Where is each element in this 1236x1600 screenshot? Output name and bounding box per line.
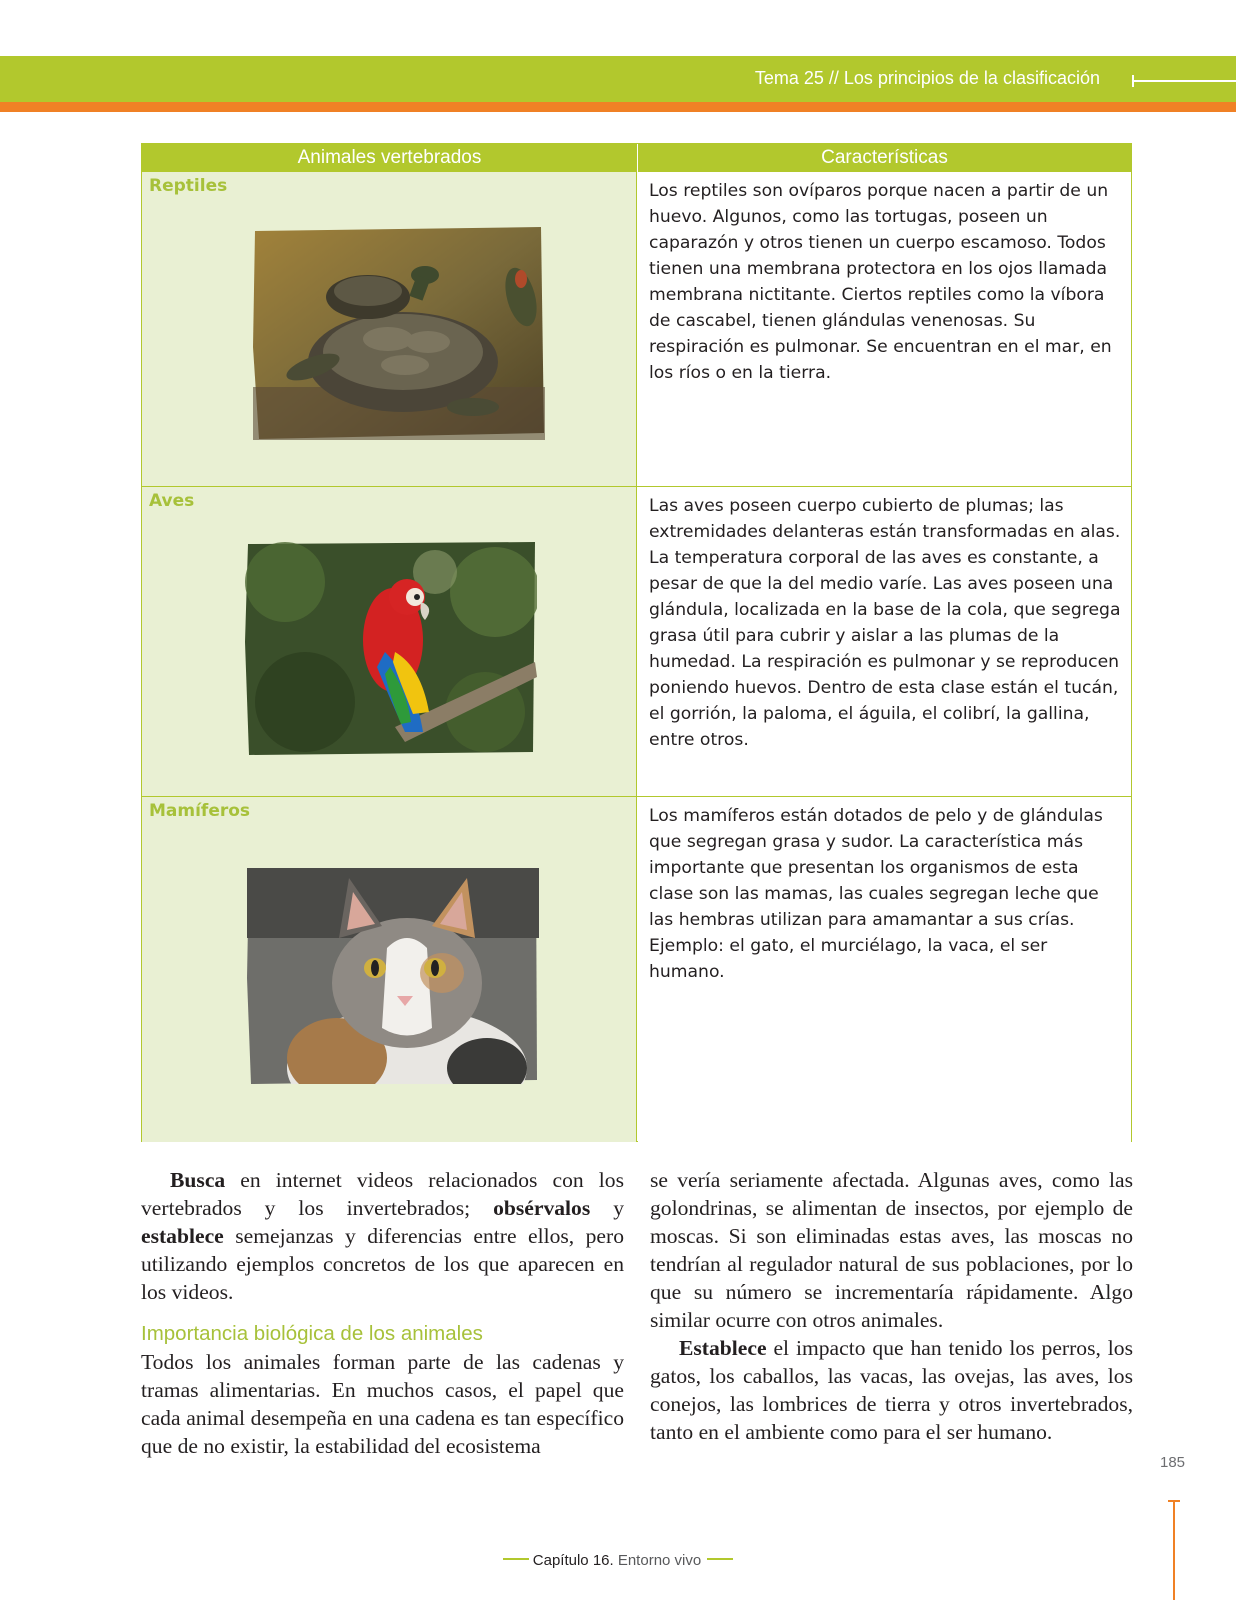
animal-cell [142,172,637,486]
footer-rule-right [707,1558,733,1560]
footer-rule-left [503,1558,529,1560]
cat-photo [247,868,539,1084]
table-row-aves [142,486,1131,796]
keyword: obsérvalos [493,1196,591,1220]
parrot-photo [245,542,537,755]
animal-cell [142,487,637,796]
section-title: Tema 25 // Los principios de la clasificación [754,68,1100,88]
table-header [142,144,1131,172]
subheading: Importancia biológica de los animales [141,1322,483,1345]
table-row-reptiles [142,172,1131,486]
chapter-label: Capítulo 16. [532,1552,614,1569]
body-paragraph: se vería seriamente afectada. Algunas aves, como las golondrinas, se alimentan de insectos, por ejemplo de moscas. Si son eliminadas estas aves, las moscas no tendrían al regulador natural de sus poblaciones, por lo que su número se incrementaría rápidamente. Algo similar ocurre con otros animales. [650,1168,1133,1332]
body-column-right [650,1166,1133,1446]
paragraph-text: en internet videos relacionados con los vertebrados y los invertebrados; [141,1168,624,1220]
reptiles-description: Los reptiles son ovíparos porque nacen a partir de un huevo. Algunos, como las tortugas, poseen un caparazón y otros tienen un cuerpo escamoso. Todos tienen una membrana protectora en los ojos llamada membrana nictitante. Ciertos reptiles como la víbora de cascabel, tienen glándulas venenosas. Su respiración es pulmonar. Se encuentran en el mar, en los ríos o en la tierra. [649,181,1112,383]
activity-paragraph [141,1166,624,1306]
class-label: Mamíferos [149,801,251,821]
header-accent-band [0,102,1236,112]
mamiferos-description: Los mamíferos están dotados de pelo y de glándulas que segregan grasa y sudor. La característica más importante que presentan los organismos de esta clase son las mamas, las cuales segregan leche que las hembras utilizan para amamantar a sus crías. Ejemplo: el gato, el murciélago, la vaca, el ser humano. [649,806,1103,982]
characteristics-cell [638,797,1131,1142]
keyword: Busca [170,1168,226,1192]
turtle-photo [253,227,545,440]
paragraph-text: el impacto que han tenido los perros, los gatos, los caballos, las vacas, las ovejas, las aves, los conejos, las lombrices de tierra y otros invertebrados, tanto en el ambiente como para el ser humano. [650,1336,1133,1444]
animal-cell [142,797,637,1142]
body-column-left [141,1166,624,1460]
activity-paragraph [650,1334,1133,1446]
characteristics-cell [638,487,1131,796]
keyword: Establece [679,1336,767,1360]
chapter-title: Entorno vivo [613,1552,702,1569]
class-label: Reptiles [149,176,228,196]
column-header-animals: Animales vertebrados [297,147,482,168]
paragraph-text: semejanzas y diferencias entre ellos, pero utilizando ejemplos concretos de los que aparecen en los videos. [141,1224,624,1304]
margin-rule [1173,1500,1175,1600]
body-paragraph: Todos los animales forman parte de las cadenas y tramas alimentarias. En muchos casos, el papel que cada animal desempeña en una cadena es tan específico que de no existir, la estabilidad del ecosistema [141,1350,624,1458]
aves-description: Las aves poseen cuerpo cubierto de plumas; las extremidades delanteras están transformadas en alas. La temperatura corporal de las aves es constante, a pesar de que la del medio varíe. Las aves poseen una glándula, localizada en la base de la cola, que segrega grasa útil para cubrir y aislar a las plumas de la humedad. La respiración es pulmonar y se reproducen poniendo huevos. Dentro de esta clase están el tucán, el gorrión, la paloma, el águila, el colibrí, la gallina, entre otros. [649,496,1121,750]
keyword: establece [141,1224,224,1248]
header-rule [1132,80,1236,82]
footer [0,1552,1236,1569]
characteristics-cell [638,172,1131,486]
table-row-mamiferos [142,796,1131,1142]
class-label: Aves [149,491,195,511]
paragraph-text: y [590,1196,624,1220]
vertebrates-table [141,143,1132,1142]
column-header-characteristics: Características [821,147,948,168]
page-number: 185 [1160,1454,1186,1471]
